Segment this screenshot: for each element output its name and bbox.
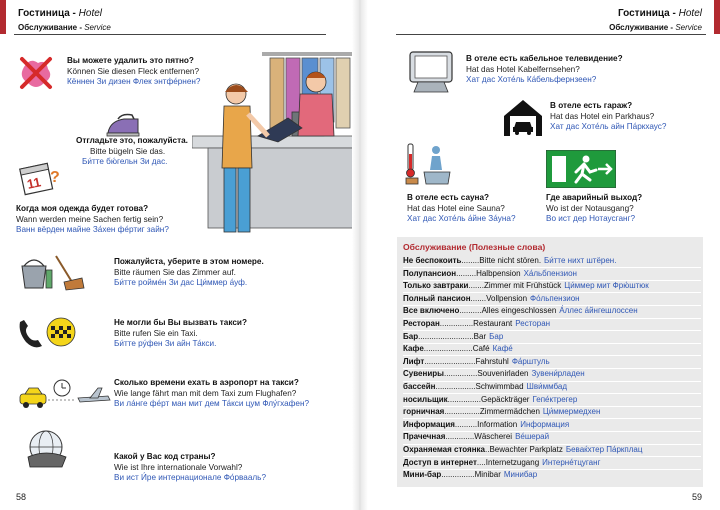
glossary-dots: ......................... (418, 331, 474, 341)
glossary-row (403, 356, 703, 368)
glossary-transcription: Фо́льпензион (530, 293, 580, 303)
phrase-de: Hat das Hotel eine Sauna? (407, 203, 505, 213)
glossary-dots: ............... (441, 470, 475, 480)
glossary-de: Minibar (474, 470, 501, 480)
glossary-row (403, 394, 703, 406)
glossary-transcription: Информация (520, 419, 570, 429)
glossary-de: Fahrstuhl (475, 356, 509, 366)
glossary-transcription: Минибар (503, 470, 538, 480)
glossary-dots: ............... (447, 394, 481, 404)
phrase-de: Bitte rufen Sie ein Taxi. (114, 328, 198, 338)
laundry-counter-illustration (192, 48, 362, 238)
glossary-de: Vollpension (486, 293, 528, 303)
right-header-title: Гостиница - Hotel (617, 8, 702, 19)
phrase-transcription: Би́тте ру́фен Зи айн Та́кси. (114, 339, 217, 349)
glossary-row (403, 305, 703, 317)
phrase-de: Wo ist der Notausgang? (546, 203, 634, 213)
phrase-iron (76, 136, 188, 168)
phrase-call-taxi (114, 318, 247, 350)
glossary-row (403, 343, 703, 355)
glossary-ru: Бар (403, 331, 419, 341)
glossary-de: Gepäckträger (481, 394, 530, 404)
phrase-de: Wie lange fährt man mit dem Taxi zum Flughafen? (114, 388, 297, 398)
phrase-clean-room (114, 257, 264, 289)
glossary-dots: .................. (435, 382, 476, 391)
phrase-ru: В отеле есть кабельное телевидение? (466, 54, 623, 63)
world-phone-icon (22, 425, 72, 471)
phrase-country-code (114, 452, 266, 484)
phrase-transcription: Хат дас Хоте́ль а́йне За́уна? (407, 214, 516, 224)
taxi-plane-time-icon (16, 378, 112, 412)
glossary-ru: Информация (403, 419, 455, 429)
glossary-dots: ............... (439, 319, 474, 328)
glossary-ru: бассейн (403, 382, 436, 391)
phrase-ru: Не могли бы Вы вызвать такси? (114, 318, 247, 327)
left-red-strip (0, 0, 6, 34)
glossary-dots: ............... (443, 369, 478, 379)
glossary-de: Café (472, 344, 490, 354)
phrase-airport-time (114, 378, 309, 410)
glossary-ru: Сувениры (403, 369, 444, 379)
glossary-transcription: Гепе́ктрегер (532, 394, 578, 404)
glossary-row (403, 406, 703, 418)
glossary-dots: .... (476, 457, 486, 467)
right-header-subtitle: Обслуживание - Service (609, 23, 702, 32)
glossary-transcription: Кафе́ (492, 344, 513, 354)
book-gutter (352, 0, 368, 510)
svg-text:?: ? (50, 169, 60, 186)
left-header-subtitle: Обслуживание - Service (18, 23, 111, 32)
glossary-row (403, 318, 703, 330)
glossary-dots: ....... (470, 293, 487, 303)
emergency-exit-icon (546, 150, 616, 188)
glossary-dots: ......... (456, 268, 477, 278)
glossary-ru: Прачечная (403, 432, 446, 442)
glossary-ru: Полупансион (403, 268, 457, 278)
glossary-transcription: Ресторан (515, 319, 551, 328)
glossary-de: Alles eingeschlossen (481, 306, 557, 316)
glossary-ru: Кафе (403, 344, 424, 354)
glossary-row (403, 368, 703, 380)
glossary-ru: Полный пансион (403, 293, 471, 303)
glossary-dots: .......... (454, 419, 478, 429)
glossary-dots: ................ (444, 407, 480, 417)
glossary-ru: носильщик (403, 394, 448, 404)
phrase-transcription: Ванн вёрден майне За́хен фе́ртиг зайн? (16, 225, 169, 235)
glossary-row (403, 457, 703, 469)
phrase-ru: Сколько времени ехать в аэропорт на такси? (114, 378, 299, 387)
glossary-ru: Только завтраки (403, 281, 469, 291)
right-red-strip (714, 0, 720, 34)
phrase-de: Hat das Hotel Kabelfernsehen? (466, 64, 580, 74)
glossary-ru: Все включено (403, 306, 460, 316)
glossary-de: Information (477, 419, 518, 429)
glossary-ru: горничная (403, 407, 445, 417)
phrase-de: Können Sie diesen Fleck entfernen? (67, 66, 199, 76)
glossary-row (403, 255, 703, 267)
glossary-transcription: Ве́шерай (515, 432, 550, 442)
phrase-clothes-ready (16, 204, 169, 236)
right-header-rule (396, 34, 706, 35)
glossary-title: Обслуживание (Полезные слова) (403, 242, 546, 252)
svg-text:11: 11 (25, 174, 43, 192)
glossary-dots: ....... (468, 281, 484, 291)
phrase-emergency-exit (546, 193, 642, 225)
glossary-transcription: А́ллес а́йнгешлоссен (559, 306, 638, 316)
stain-crossed-icon (16, 53, 56, 93)
phrase-transcription: Ви ла́нге фе́рт ман мит дем Та́кси цум Флу́гхафен? (114, 399, 310, 409)
phrase-remove-stain (67, 56, 200, 88)
garage-icon (502, 98, 544, 138)
glossary-dots: .......... (459, 306, 482, 316)
left-header-rule (14, 34, 326, 35)
phrase-transcription: Хат дас Хоте́ль айн Па́ркхаус? (550, 122, 667, 132)
glossary-de: Bar (473, 331, 487, 341)
glossary-de: Internetzugang (485, 457, 540, 467)
phrase-ru: Где аварийный выход? (546, 193, 643, 202)
phrase-transcription: Би́тте бю́гельн Зи дас. (82, 157, 168, 167)
calendar-clock-icon (16, 158, 62, 196)
glossary-de: Bewachter Parkplatz (489, 445, 563, 454)
phrase-ru: Отгладьте это, пожалуйста. (76, 136, 188, 145)
glossary-de: Souvenirladen (477, 369, 529, 379)
glossary-transcription: Би́тте нихт штёрен. (544, 256, 617, 265)
phrase-de: Wie ist Ihre internationale Vorwahl? (114, 462, 243, 472)
phrase-ru: Когда моя одежда будет готова? (16, 204, 149, 213)
phrase-ru: Вы можете удалить это пятно? (67, 56, 194, 65)
glossary-ru: Ресторан (403, 319, 440, 328)
glossary-row (403, 280, 703, 292)
glossary-ru: Не беспокоить (403, 256, 462, 265)
glossary-transcription: Ха́льбпензион (523, 268, 577, 278)
glossary-de: Bitte nicht stören. (479, 256, 542, 265)
glossary-transcription: Шви́ммбад (526, 382, 568, 391)
tv-icon (404, 48, 458, 96)
phrase-transcription: Ви ист И́ре интернационале Фо́рвааль? (114, 473, 266, 483)
glossary-ru: Лифт (403, 356, 425, 366)
glossary-row (403, 293, 703, 305)
glossary-de: Zimmermädchen (479, 407, 540, 417)
glossary-row (403, 268, 703, 280)
phrase-transcription: Во ист дер Нотаусганг? (546, 214, 636, 224)
phrase-ru: Пожалуйста, уберите в этом номере. (114, 257, 264, 266)
phrase-ru: Какой у Вас код страны? (114, 452, 216, 461)
glossary-row (403, 381, 703, 393)
glossary-de: Wäscherei (474, 432, 513, 442)
glossary-row (403, 419, 703, 431)
right-page-number: 59 (691, 492, 702, 502)
glossary-transcription: Беваќхтер Па́ркплац (565, 445, 643, 454)
glossary-transcription: Интерне́тцуганг (542, 457, 601, 467)
glossary-row (403, 444, 703, 456)
cleaning-bucket-icon (16, 252, 86, 292)
phrase-de: Bitte räumen Sie das Zimmer auf. (114, 267, 236, 277)
left-header-title: Гостиница - Hotel (18, 8, 103, 19)
glossary-dots: ....................... (424, 356, 476, 366)
phrase-garage (550, 101, 666, 133)
phrase-de: Hat das Hotel ein Parkhaus? (550, 111, 655, 121)
glossary-transcription: Ци́ммермедхен (542, 407, 601, 417)
glossary-dots: ...................... (423, 344, 473, 354)
phrase-ru: В отеле есть сауна? (407, 193, 490, 202)
glossary-ru: Охраняемая стоянка (403, 445, 485, 454)
glossary-de: Zimmer mit Frühstück (483, 281, 562, 291)
glossary-de: Halbpension (476, 268, 521, 278)
glossary-row (403, 331, 703, 343)
glossary-dots: ............. (445, 432, 475, 442)
glossary-dots: .. (485, 445, 490, 454)
glossary-de: Schwimmbad (475, 382, 524, 391)
phrase-ru: В отеле есть гараж? (550, 101, 633, 110)
glossary-row (403, 469, 703, 481)
phrase-transcription: Хат дас Хоте́ль Ка́бельфернзеен? (466, 75, 597, 85)
phrase-transcription: Кённен Зи дизен Флек энтфе́рнен? (67, 77, 201, 87)
glossary-transcription: Бар (489, 331, 504, 341)
glossary-transcription: Зувени́рладен (531, 369, 585, 379)
glossary-transcription: Фа́рштуль (511, 356, 550, 366)
glossary-de: Restaurant (473, 319, 513, 328)
phrase-de: Wann werden meine Sachen fertig sein? (16, 214, 164, 224)
glossary-ru: Доступ в интернет (403, 457, 477, 467)
glossary-row (403, 431, 703, 443)
phrase-sauna (407, 193, 516, 225)
glossary-transcription: Ци́ммер мит Фрю́штюк (564, 281, 649, 291)
glossary-dots: ........ (461, 256, 480, 265)
left-page-number: 58 (16, 492, 27, 502)
phrase-de: Bitte bügeln Sie das. (90, 146, 166, 156)
phone-taxi-icon (16, 312, 76, 352)
glossary-ru: Мини-бар (403, 470, 442, 480)
sauna-icon (404, 140, 454, 188)
phrase-cable-tv (466, 54, 623, 86)
phrase-transcription: Би́тте ройме́н Зи дас Ци́ммер а́уф. (114, 278, 248, 288)
